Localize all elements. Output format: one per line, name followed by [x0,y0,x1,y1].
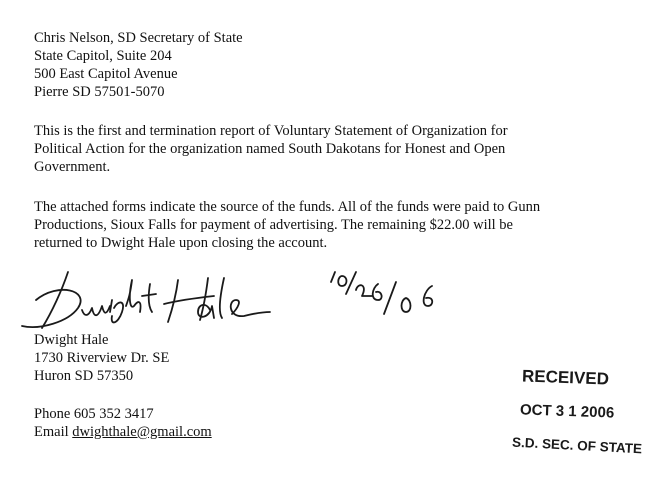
received-date-stamp: OCT 3 1 2006 [519,401,615,422]
sender-city-line: Huron SD 57350 [34,368,134,384]
recipient-address-line: State Capitol, Suite 204 [34,48,172,64]
paragraph-line: Productions, Sioux Falls for payment of advertising. The remaining $22.00 will be [34,217,513,233]
recipient-city-line: Pierre SD 57501-5070 [34,84,165,100]
email-link[interactable]: dwighthale@gmail.com [72,424,212,440]
sender-phone: Phone 605 352 3417 [34,406,154,422]
paragraph-line: This is the first and termination report of Voluntary Statement of Organization for [34,123,508,139]
paragraph-line: Government. [34,159,111,175]
paragraph-line: The attached forms indicate the source of the funds. All of the funds were paid to Gunn [34,199,541,215]
sender-address-line: 1730 Riverview Dr. SE [34,350,170,366]
sender-name: Dwight Hale [34,332,109,348]
recipient-name: Chris Nelson, SD Secretary of State [34,30,243,46]
recipient-address-line: 500 East Capitol Avenue [34,66,178,82]
sender-email-row [34,423,212,441]
paragraph-line: Political Action for the organization named South Dakotans for Honest and Open [34,141,506,157]
email-label: Email [34,424,73,440]
received-stamp: RECEIVED [521,366,610,389]
paragraph-line: returned to Dwight Hale upon closing the account. [34,235,328,251]
received-office-stamp: S.D. SEC. OF STATE [511,434,643,457]
